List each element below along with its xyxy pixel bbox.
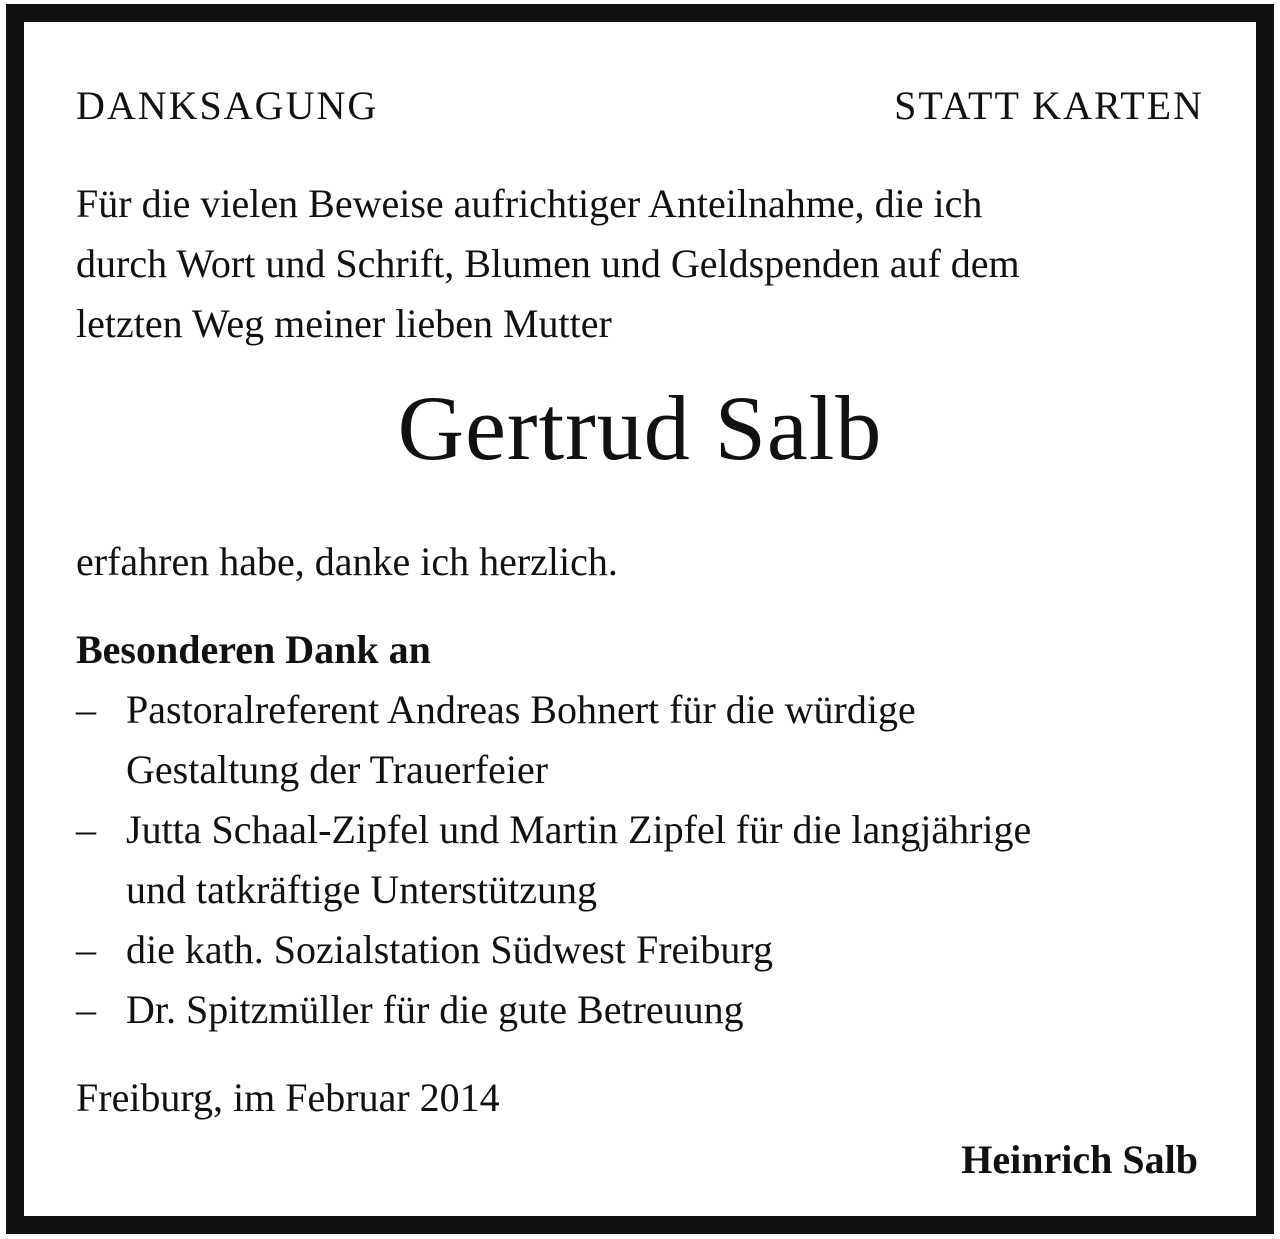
list-item: [76, 800, 1204, 920]
closing-line: erfahren habe, danke ich herzlich.: [76, 539, 618, 584]
list-item: [76, 980, 1204, 1040]
list-dash: –: [76, 987, 96, 1032]
list-dash: –: [76, 927, 96, 972]
list-dash: –: [76, 687, 96, 732]
list-item-line: die kath. Sozialstation Südwest Freiburg: [126, 927, 773, 972]
special-thanks-list: [76, 680, 1204, 1040]
list-item-line: Jutta Schaal-Zipfel und Martin Zipfel für die langjährige: [126, 807, 1032, 852]
list-item-line: Gestaltung der Trauerfeier: [126, 747, 549, 792]
special-thanks-heading: Besonderen Dank an: [76, 627, 431, 672]
list-item-line: Pastoralreferent Andreas Bohnert für die würdige: [126, 687, 916, 732]
list-dash: –: [76, 807, 96, 852]
signature-name: Heinrich Salb: [961, 1137, 1198, 1182]
list-item-line: Dr. Spitzmüller für die gute Betreuung: [126, 987, 744, 1032]
notice-header: [76, 83, 1204, 128]
intro-paragraph: [76, 174, 1204, 354]
header-statt-karten: STATT KARTEN: [894, 83, 1204, 128]
list-item-line: und tatkräftige Unterstützung: [126, 867, 597, 912]
place-and-date: Freiburg, im Februar 2014: [76, 1075, 500, 1120]
list-item: [76, 920, 1204, 980]
intro-line: Für die vielen Beweise aufrichtiger Anteilnahme, die ich: [76, 181, 983, 226]
header-danksagung: DANKSAGUNG: [76, 83, 379, 128]
deceased-name: Gertrud Salb: [397, 377, 883, 479]
intro-line: letzten Weg meiner lieben Mutter: [76, 301, 612, 346]
list-item: [76, 680, 1204, 800]
intro-line: durch Wort und Schrift, Blumen und Geldspenden auf dem: [76, 241, 1020, 286]
thank-you-notice: [6, 4, 1274, 1234]
